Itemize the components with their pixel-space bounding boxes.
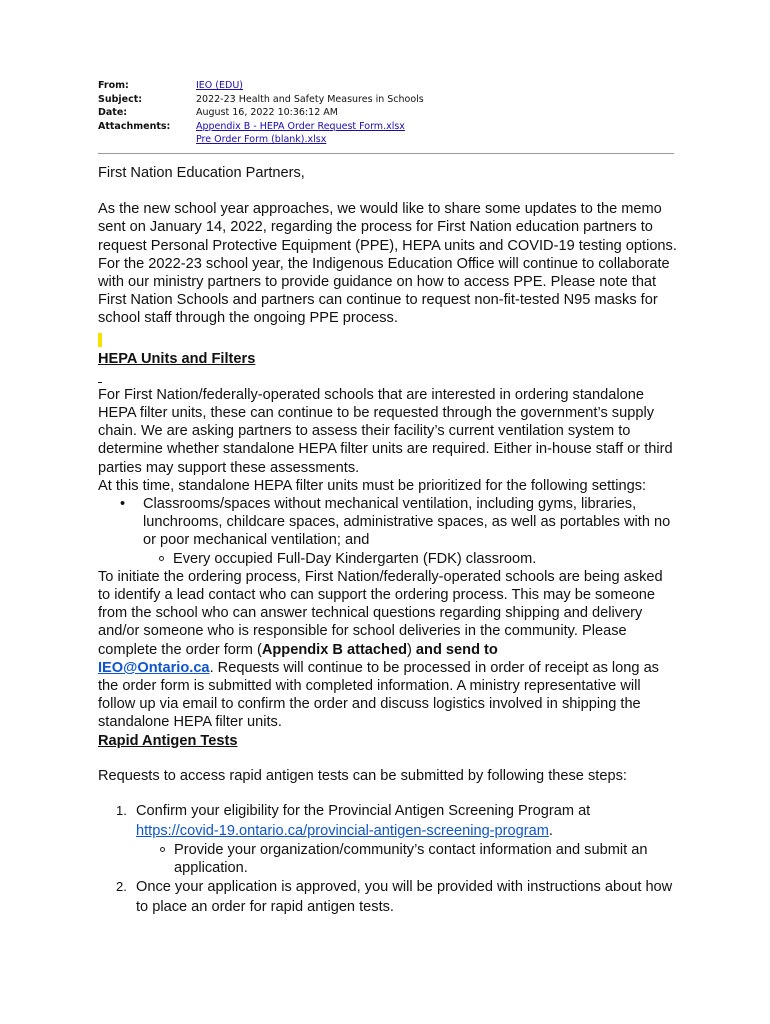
list-item [173,550,678,568]
hepa-heading: HEPA Units and Filters [98,350,256,367]
hepa-paragraph-2: At this time, standalone HEPA filter units must be prioritized for the following settings: [98,477,647,494]
ieo-email-link[interactable]: IEO@Ontario.ca [98,659,210,676]
circle-bullet-icon [159,556,164,561]
list-item [116,801,678,877]
list-item [120,495,678,568]
from-label: From: [98,80,129,91]
list-item [116,877,678,917]
bullet-icon: • [120,496,126,513]
email-header [98,79,678,147]
order-processing-text: . Requests will continue to be processed in order of receipt as long as the order form is submitted with completed information. A ministry representative will follow up via email to confirm the order and discuss logistics involved in shipping the standalone HEPA filter units. [98,659,659,731]
hepa-paragraph-3 [98,568,678,732]
rat-intro: Requests to access rapid antigen tests can be submitted by following these steps: [98,767,627,784]
appendix-b-attached-text: Appendix B attached [261,641,407,658]
send-to-text: and send to [415,641,498,658]
hepa-sub-list [143,550,678,568]
list-item [174,841,678,877]
step-1-period: . [548,823,553,840]
date-value: August 16, 2022 10:36:12 AM [196,107,338,118]
subject-value: 2022-23 Health and Safety Measures in Schools [196,93,424,105]
hepa-priority-list [98,495,678,568]
bullet-text: Classrooms/spaces without mechanical ventilation, including gyms, libraries, lunchrooms, childcare spaces, administrative spaces, as well as portables with no or poor mechanical ventilation; and [143,496,671,549]
step-1-text: Confirm your eligibility for the Provincial Antigen Screening Program at [136,803,591,820]
rat-heading: Rapid Antigen Tests [98,732,238,749]
from-link[interactable]: IEO (EDU) [196,80,243,91]
intro-paragraph: As the new school year approaches, we would like to share some updates to the memo sent on January 14, 2022, regarding the process for First Nation education partners to request Personal Protective Equipment (PPE), HEPA units and COVID-19 testing options. For the 2022-23 school year, the Indigenous Education Office will continue to collaborate with our ministry partners to provide guidance on how to access PPE. Please note that First Nation Schools and partners can continue to request non-fit-tested N95 masks for school staff through the ongoing PPE process. [98,201,677,327]
email-body [98,164,678,917]
greeting: First Nation Education Partners, [98,165,305,181]
from-row [98,79,678,93]
rat-steps-list [98,801,678,917]
subject-label: Subject: [98,93,143,105]
blank-underlined-line [98,368,678,386]
hepa-paragraph-1: For First Nation/federally-operated schools that are interested in ordering standalone HEPA filter units, these can continue to be requested through the government’s supply chain. We are asking partners to assess their facility’s current ventilation system to determine whether standalone HEPA filter units are required. Either in-house staff or third parties may support these assessments. [98,386,673,476]
step-2-text: Once your application is approved, you will be provided with instructions about how to place an order for rapid antigen tests. [136,879,673,916]
subject-row [98,93,678,107]
attachments-row [98,120,678,147]
step-number: 1. [116,803,127,819]
step-1-sub-list [136,841,678,877]
attachments-label: Attachments: [98,120,171,132]
sub-bullet-text: Every occupied Full-Day Kindergarten (FDK) classroom. [173,550,537,567]
date-label: Date: [98,107,128,118]
highlight-marker [98,333,102,347]
closing-paren-text: ) [407,641,416,658]
step-1-sub-text: Provide your organization/community’s contact information and submit an application. [174,842,648,877]
circle-bullet-icon [160,847,165,852]
step-number: 2. [116,879,127,895]
attachment-link-pre-order-form[interactable]: Pre Order Form (blank).xlsx [196,134,327,145]
header-divider [98,153,674,154]
order-instructions-text: To initiate the ordering process, First Nation/federally-operated schools are being asked to identify a lead contact who can support the ordering process. This may be someone from the school who can answer technical questions regarding shipping and delivery and/or someone who is responsible for school deliveries in the community. Please complete the order form ( [98,568,663,658]
antigen-program-link[interactable]: https://covid-19.ontario.ca/provincial-antigen-screening-program [136,823,549,840]
attachment-link-appendix-b[interactable]: Appendix B - HEPA Order Request Form.xlsx [196,120,405,132]
date-row [98,106,678,120]
